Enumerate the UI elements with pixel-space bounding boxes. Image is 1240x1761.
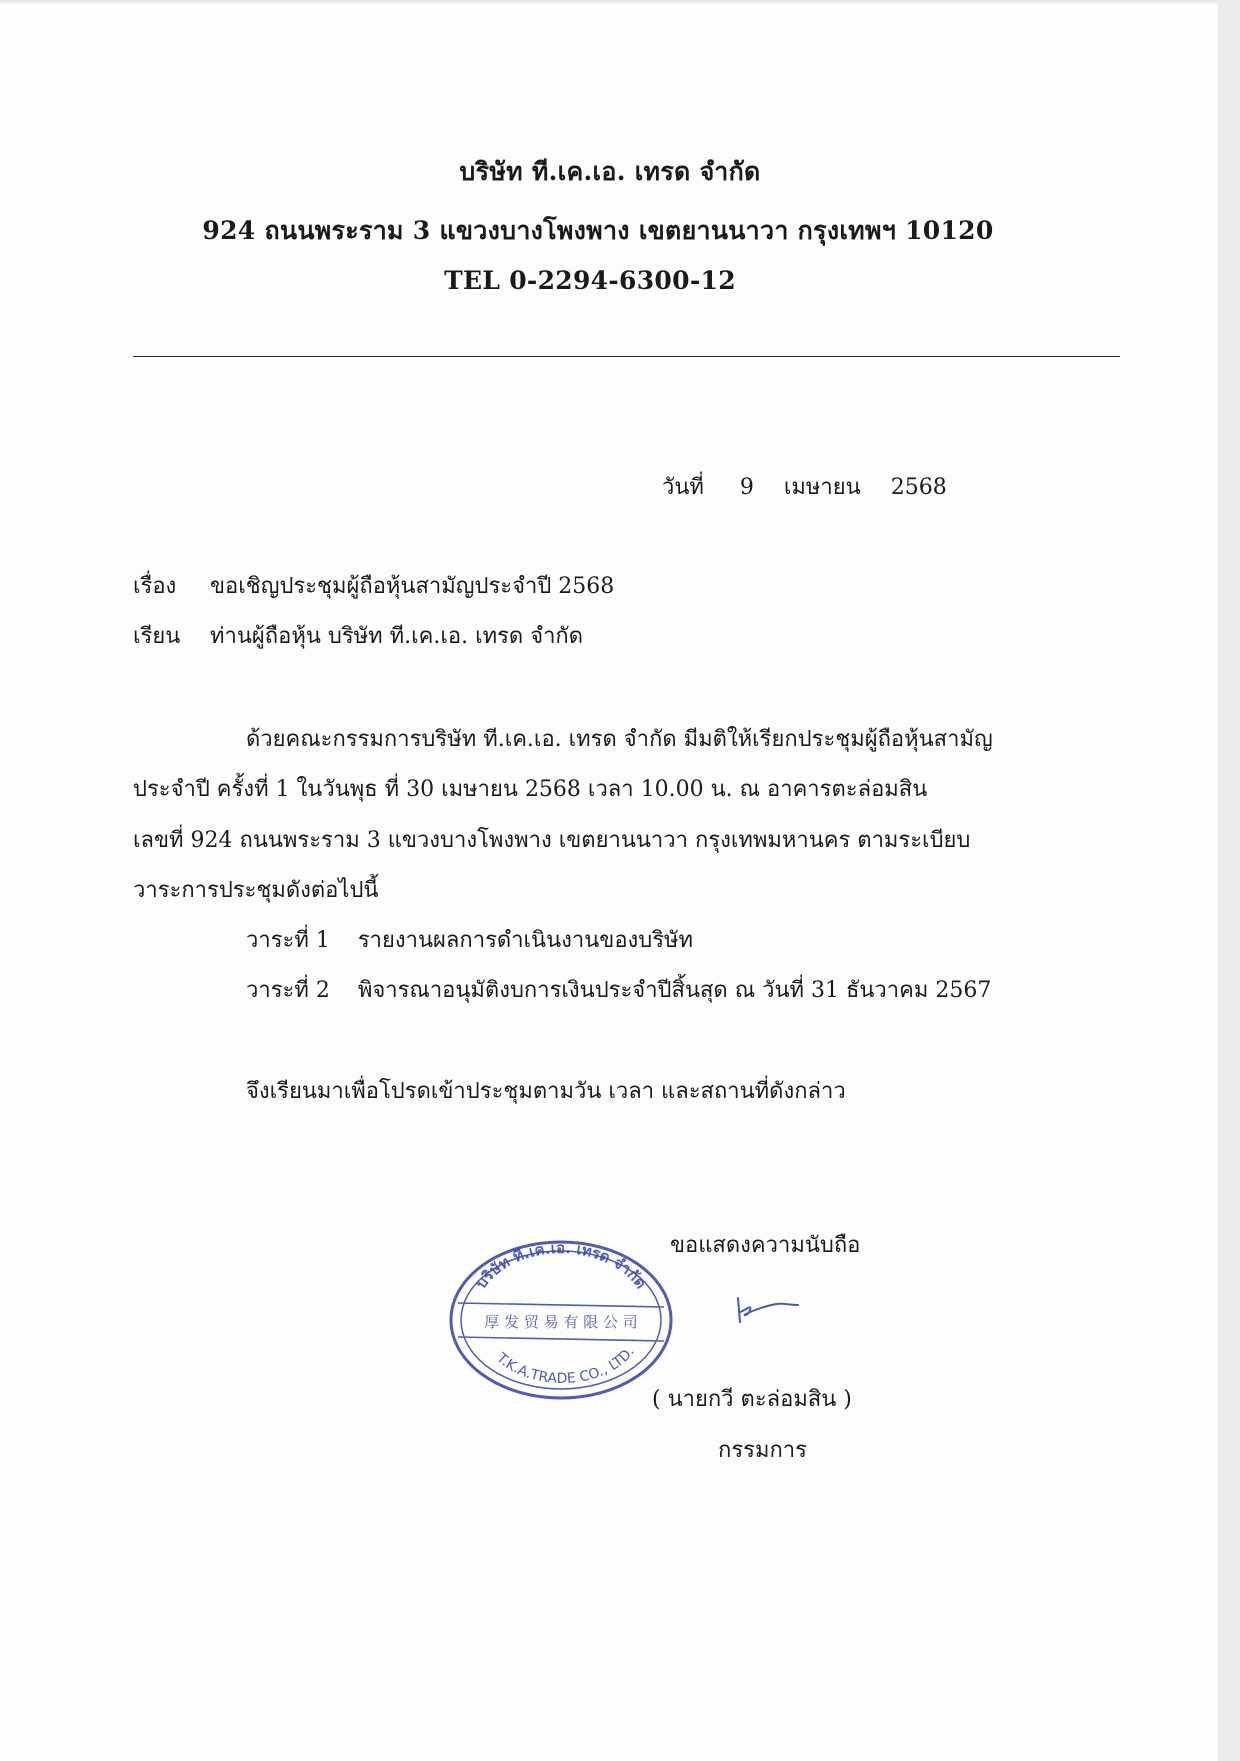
body-line-3: เลขที่ 924 ถนนพระราม 3 แขวงบางโพงพาง เขตยานนาวา กรุงเทพมหานคร ตามระเบียบ xyxy=(133,828,971,853)
company-seal-stamp xyxy=(446,1235,676,1405)
body-line-1: ด้วยคณะกรรมการบริษัท ที.เค.เอ. เทรด จำกัด มีมติให้เรียกประชุมผู้ถือหุ้นสามัญ xyxy=(246,727,993,752)
date-label: วันที่ xyxy=(662,475,704,500)
scan-margin xyxy=(1218,0,1240,1761)
date-day: 9 xyxy=(739,475,754,500)
agenda-label: วาระที่ 2 xyxy=(246,978,330,1003)
subject-text: ขอเชิญประชุมผู้ถือหุ้นสามัญประจำปี 2568 xyxy=(210,574,615,599)
svg-text:บริษัท ที.เค.เอ. เทรด จำกัด xyxy=(472,1239,650,1292)
signatory-title: กรรมการ xyxy=(718,1438,807,1463)
agenda-item xyxy=(246,980,991,1002)
recipient-label: เรียน xyxy=(133,624,181,649)
agenda-text: พิจารณาอนุมัติงบการเงินประจำปีสิ้นสุด ณ วันที่ 31 ธันวาคม 2567 xyxy=(357,978,992,1003)
letter-date xyxy=(662,477,947,499)
scan-edge-shadow xyxy=(0,0,1240,6)
stamp-english-text: T.K.A.TRADE CO., LTD. xyxy=(493,1344,638,1387)
body-line-4: วาระการประชุมดังต่อไปนี้ xyxy=(133,878,379,903)
date-year: 2568 xyxy=(890,475,947,500)
stamp-thai-text: บริษัท ที.เค.เอ. เทรด จำกัด xyxy=(471,1238,651,1292)
date-month: เมษายน xyxy=(783,475,861,500)
stamp-chinese-text: 厚 发 贸 易 有 限 公 司 xyxy=(484,1313,638,1331)
agenda-label: วาระที่ 1 xyxy=(246,928,330,953)
handwritten-signature xyxy=(732,1290,812,1330)
body-line-2: ประจำปี ครั้งที่ 1 ในวันพุธ ที่ 30 เมษายน 2568 เวลา 10.00 น. ณ อาคารตะล่อมสิน xyxy=(133,777,928,802)
signatory-name: ( นายกวี ตะล่อมสิน ) xyxy=(652,1387,852,1412)
agenda-item xyxy=(246,930,693,952)
company-address: 924 ถนนพระราม 3 แขวงบางโพงพาง เขตยานนาวา กรุงเทพฯ 10120 xyxy=(202,216,994,245)
header-divider xyxy=(133,356,1120,357)
recipient-text: ท่านผู้ถือหุ้น บริษัท ที.เค.เอ. เทรด จำกัด xyxy=(210,624,584,649)
company-name: บริษัท ที.เค.เอ. เทรด จำกัด xyxy=(459,157,761,186)
subject-label: เรื่อง xyxy=(133,574,177,599)
company-tel: TEL 0-2294-6300-12 xyxy=(444,266,736,295)
regards-text: ขอแสดงความนับถือ xyxy=(670,1233,861,1258)
agenda-text: รายงานผลการดำเนินงานของบริษัท xyxy=(357,928,694,953)
closing-sentence: จึงเรียนมาเพื่อโปรดเข้าประชุมตามวัน เวลา และสถานที่ดังกล่าว xyxy=(246,1079,846,1104)
